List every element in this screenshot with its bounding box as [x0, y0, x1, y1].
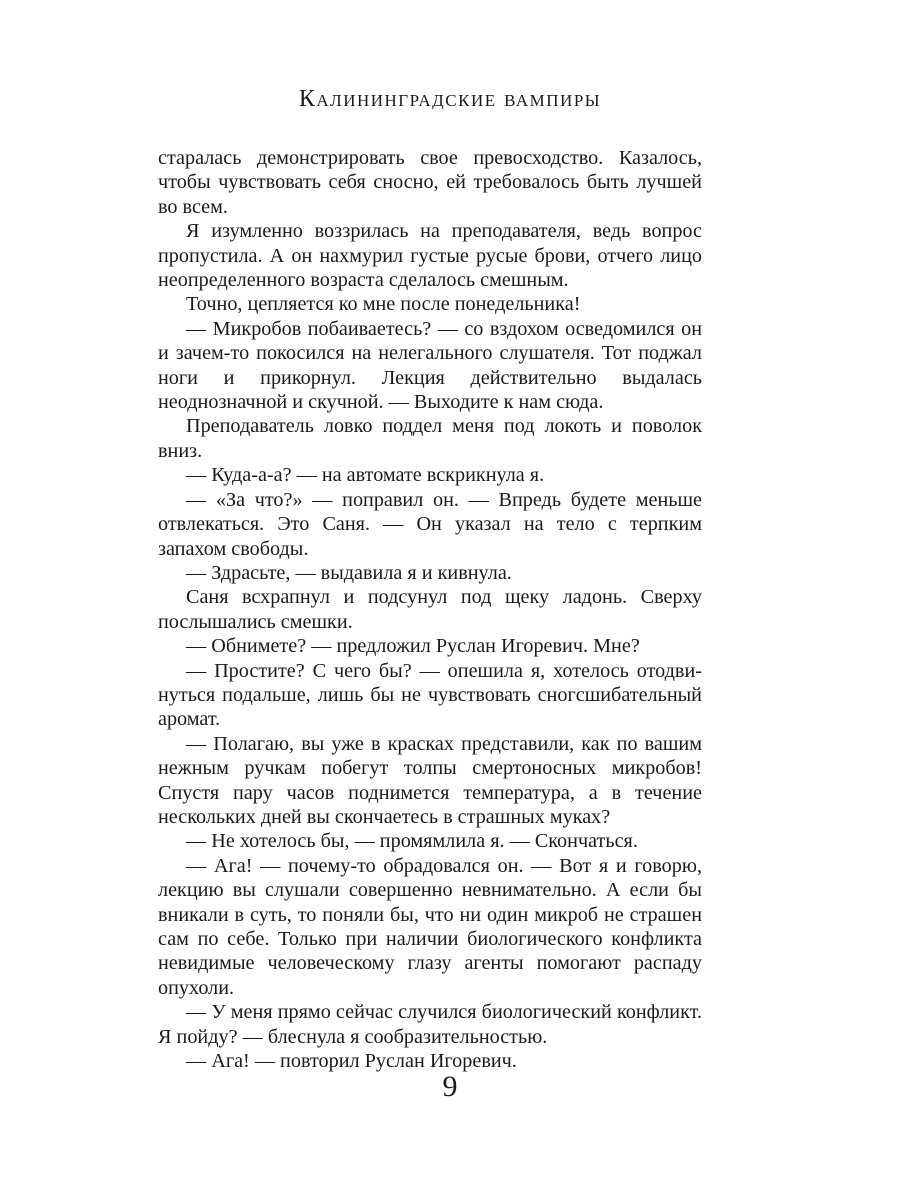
paragraph: старалась демонстрировать свое превосходство. Казалось, чтобы чувствовать себя сносно, ей требовалось быть лучшей во всем.	[158, 147, 702, 218]
paragraph: Преподаватель ловко поддел меня под локоть и поволок вниз.	[158, 415, 702, 462]
paragraph: — Не хотелось бы, — промямлила я. — Скончаться.	[186, 830, 638, 853]
paragraph: — Здрасьте, — выдавила я и кивнула.	[186, 561, 512, 584]
paragraph: — Микробов побаиваетесь? — со вздохом осведомился он и зачем-то покосился на нелегального слушателя. Тот поджал ноги и прикорнул. Лекция действительно выдалась неоднозначной и скучной. — Выходите к нам сюда.	[158, 317, 702, 414]
paragraph: — Простите? С чего бы? — опешила я, хотелось отодвинуться подальше, лишь бы не чувствовать сногсшибательный аромат.	[158, 659, 702, 731]
body-text	[158, 146, 702, 1073]
paragraph: — Ага! — почему-то обрадовался он. — Вот я и говорю, лекцию вы слушали совершенно невнимательно. А если бы вникали в суть, то поняли бы, что ни один микроб не страшен сам по себе. Только при наличии биологического конфликта невидимые человеческому глазу агенты помогают распаду опухоли.	[158, 854, 702, 999]
paragraph: Саня всхрапнул и подсунул под щеку ладонь. Сверху послышались смешки.	[158, 586, 702, 633]
paragraph: — Полагаю, вы уже в красках представили, как по вашим нежным ручкам побегут толпы смертоносных микробов! Спустя пару часов поднимется температура, а в течение нескольких дней вы скончаетесь в страшных муках?	[158, 732, 702, 828]
paragraph: — У меня прямо сейчас случился биологический конфликт. Я пойду? — блеснула я сообразительностью.	[158, 1001, 702, 1048]
paragraph: Точно, цепляется ко мне после понедельника!	[186, 293, 581, 316]
paragraph: — Обнимете? — предложил Руслан Игоревич. Мне?	[186, 635, 640, 658]
page-number: 9	[442, 1070, 458, 1103]
paragraph: — Ага! — повторил Руслан Игоревич.	[186, 1050, 517, 1073]
paragraph: — Куда-а-а? — на автомате вскрикнула я.	[186, 464, 545, 487]
paragraph: Я изумленно воззрилась на преподавателя, ведь вопрос пропустила. А он нахмурил густые русые брови, отчего лицо неопределенного возраста сделалось смешным.	[158, 220, 702, 292]
paragraph: — «За что?» — поправил он. — Впредь будете меньше отвлекаться. Это Саня. — Он указал на тело с терпким запахом свободы.	[158, 488, 702, 560]
running-head: Калининградские вампиры	[298, 86, 602, 112]
